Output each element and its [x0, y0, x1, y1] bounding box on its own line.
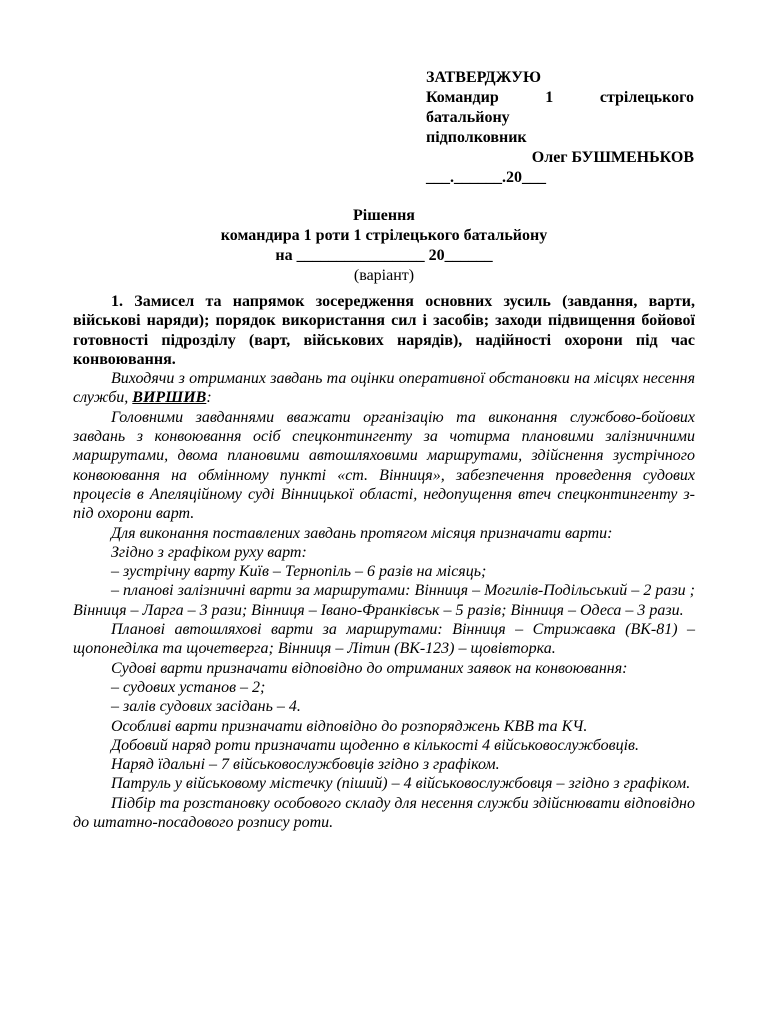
approval-rank-line: підполковник [426, 129, 527, 146]
paragraph-daily-duty: Добовий наряд роти призначати щоденно в кількості 4 військовослужбовців. [111, 736, 639, 754]
paragraph-canteen-duty: Наряд їдальні – 7 військовослужбовців згідно з графіком. [111, 756, 500, 774]
decided-word: ВИРШИВ [132, 389, 207, 407]
approval-block [426, 68, 694, 188]
paragraph-road-guards: Планові автошляхові варти за маршрутами: Вінниця – Стрижавка (ВК-81) – щопонеділка та щочетверга; Вінниця – Літин (ВК-123) – щовівторка. [73, 621, 695, 658]
approval-name: Олег БУШМЕНЬКОВ [531, 149, 694, 166]
decision-variant: (варіант) [353, 267, 415, 284]
list-item-rail-guards: – планові залізничні варти за маршрутами: Вінниця – Могилів-Подільський – 2 рази ; Вінниця – Ларга – 3 рази; Вінниця – Івано-Франківськ – 5 разів; Вінниця – Одеса – 3 рази. [73, 582, 695, 619]
decision-title: Рішення [353, 207, 415, 224]
paragraph-court-guards: Судові варти призначати відповідно до отриманих заявок на конвоювання: [111, 659, 628, 677]
paragraph-special-guards: Особливі варти призначати відповідно до розпоряджень КВВ та КЧ. [111, 717, 588, 735]
list-item-counter-guard: – зустрічну варту Київ – Тернопіль – 6 разів на місяць; [111, 563, 487, 581]
paragraph-decision-text: Виходячи з отриманих завдань та оцінки оперативної обстановки на місцях несення служби, [73, 370, 695, 407]
section-1-heading: 1. Замисел та напрямок зосередження основних зусиль (завдання, варти, військові наряди); порядок використання сил і засобів; заходи підвищення бойової готовності підрозділу (варт, військових нарядів), надійності охорони під час конвоювання. [73, 293, 695, 368]
paragraph-decision-colon: : [206, 389, 212, 407]
paragraph-decision [73, 369, 695, 408]
approval-date: ___.______.20___ [426, 169, 546, 186]
list-item-court-halls: – залів судових засідань – 4. [111, 698, 301, 716]
paragraph-patrol: Патруль у військовому містечку (піший) – 4 військовослужбовця – згідно з графіком. [111, 775, 691, 793]
paragraph-staffing: Підбір та розстановку особового складу для несення служби здійснювати відповідно до штатно-посадового розпису роти. [73, 794, 695, 832]
decision-subtitle: командира 1 роти 1 стрілецького батальйону [220, 227, 548, 244]
paragraph-main-tasks: Головними завданнями вважати організацію та виконання службово-бойових завдань з конвоювання осіб спецконтингенту за чотирма плановими залізничними маршрутами, двома плановими автошляховими маршрутами, здійснення зустрічного конвоювання на обмінному пункті «ст. Вінниця», забезпечення проведення судових процесів в Апеляційному суді Вінницької області, недопущення втеч спецконтингенту з-під охорони варт. [73, 408, 695, 523]
decision-period: на ________________ 20______ [275, 247, 493, 264]
document-body [73, 292, 695, 832]
paragraph-guards-intro: Для виконання поставлених завдань протягом місяця призначати варти: [111, 524, 613, 542]
approval-heading: ЗАТВЕРДЖУЮ [426, 69, 542, 86]
paragraph-schedule: Згідно з графіком руху варт: [111, 543, 307, 561]
approval-unit-line: батальйону [426, 109, 510, 126]
list-item-court-institutions: – судових установ – 2; [111, 678, 266, 696]
decision-title-block [90, 206, 678, 286]
approval-position-line: Командир 1 стрілецького [426, 89, 694, 106]
